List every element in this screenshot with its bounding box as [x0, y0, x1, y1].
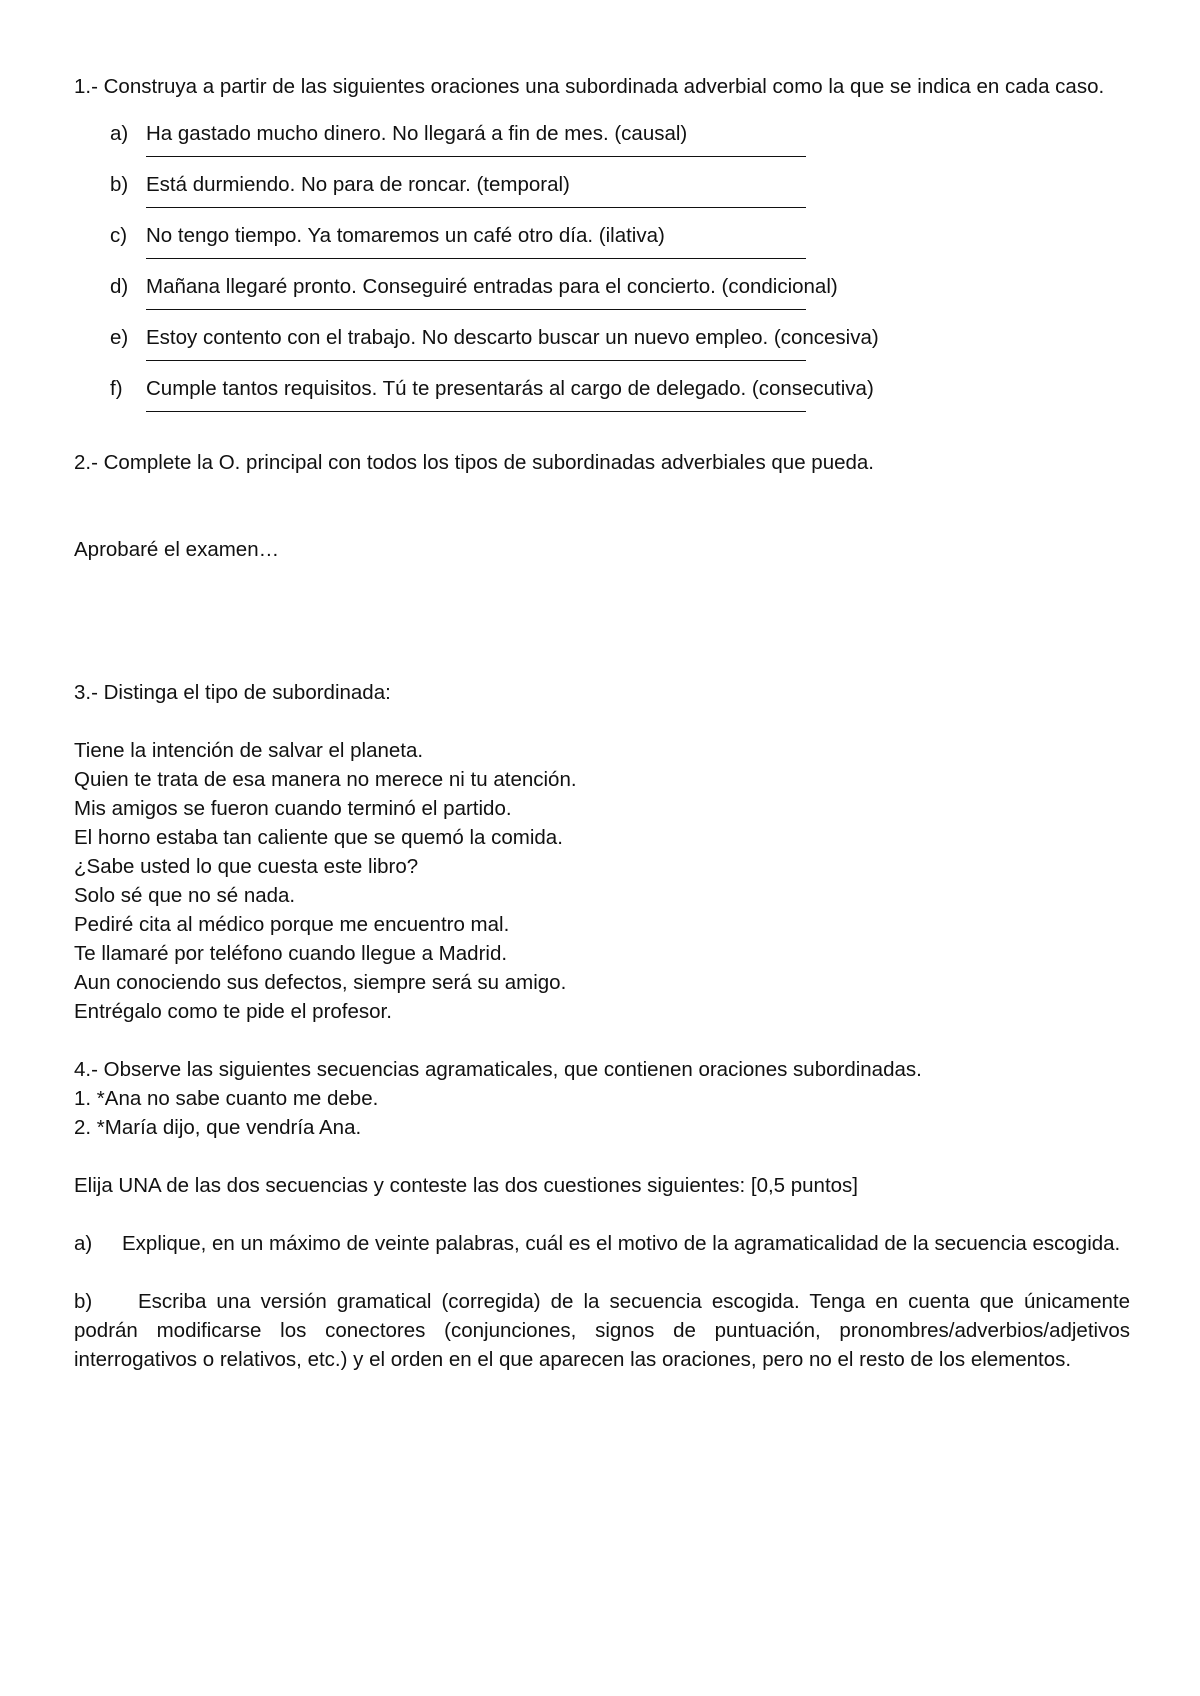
question-1-item-a: [74, 119, 1130, 157]
item-sentence: Ha gastado mucho dinero. No llegará a fin de mes. (causal): [146, 122, 688, 145]
answer-line: [146, 411, 806, 412]
question-4-title: 4.- Observe las siguientes secuencias agramaticales, que contienen oraciones subordinadas.: [74, 1058, 922, 1081]
item-sentence: Mañana llegaré pronto. Conseguiré entradas para el concierto. (condicional): [146, 275, 838, 298]
item-sentence: Está durmiendo. No para de roncar. (temporal): [146, 173, 570, 196]
question-2-prompt: Aprobaré el examen…: [74, 538, 280, 561]
question-1-item-b: [74, 170, 1130, 208]
sentence: Tiene la intención de salvar el planeta.: [74, 739, 424, 762]
question-1-title: 1.- Construya a partir de las siguientes oraciones una subordinada adverbial como la que se indica en cada caso.: [74, 75, 1105, 98]
sequence-1: 1. *Ana no sabe cuanto me debe.: [74, 1087, 379, 1110]
worksheet-page: [74, 72, 1130, 1374]
item-letter: e): [110, 326, 129, 349]
sentence: ¿Sabe usted lo que cuesta este libro?: [74, 855, 419, 878]
item-sentence: Estoy contento con el trabajo. No descarto buscar un nuevo empleo. (concesiva): [146, 326, 879, 349]
part-a-text: Explique, en un máximo de veinte palabras, cuál es el motivo de la agramaticalidad de la secuencia escogida.: [122, 1232, 1121, 1255]
answer-line: [146, 309, 806, 310]
sentence: Te llamaré por teléfono cuando llegue a Madrid.: [74, 942, 508, 965]
question-4-instruction: Elija UNA de las dos secuencias y conteste las dos cuestiones siguientes: [0,5 puntos]: [74, 1174, 859, 1197]
part-b-text: Escriba una versión gramatical (corregida) de la secuencia escogida. Tenga en cuenta que únicamente podrán modificarse los conectores (conjunciones, signos de puntuación, pronombres/adverbios/adjetivos interrogativos o relativos, etc.) y el orden en el que aparecen las oraciones, pero no el resto de los elementos.: [74, 1290, 1130, 1371]
sentence: Entrégalo como te pide el profesor.: [74, 1000, 392, 1023]
question-1-item-f: [74, 374, 1130, 412]
item-letter: f): [110, 377, 123, 400]
sentence: Mis amigos se fueron cuando terminó el partido.: [74, 797, 512, 820]
question-1-item-e: [74, 323, 1130, 361]
sentence: Aun conociendo sus defectos, siempre será su amigo.: [74, 971, 567, 994]
question-2-title: 2.- Complete la O. principal con todos los tipos de subordinadas adverbiales que pueda.: [74, 451, 874, 474]
question-1-item-d: [74, 272, 1130, 310]
item-letter: b): [110, 173, 129, 196]
item-letter: c): [110, 224, 128, 247]
sentence: Quien te trata de esa manera no merece ni tu atención.: [74, 768, 577, 791]
item-sentence: Cumple tantos requisitos. Tú te presentarás al cargo de delegado. (consecutiva): [146, 377, 874, 400]
item-letter: d): [110, 275, 129, 298]
question-3-sentences: [74, 736, 1130, 1026]
question-1-items: [74, 119, 1130, 412]
question-1-item-c: [74, 221, 1130, 259]
answer-line: [146, 156, 806, 157]
item-letter: a): [110, 122, 129, 145]
answer-line: [146, 360, 806, 361]
sentence: Solo sé que no sé nada.: [74, 884, 296, 907]
sentence: Pediré cita al médico porque me encuentro mal.: [74, 913, 510, 936]
question-4-part-a: [74, 1229, 1130, 1258]
sentence: El horno estaba tan caliente que se quemó la comida.: [74, 826, 563, 849]
answer-line: [146, 258, 806, 259]
part-b-label: b): [74, 1290, 93, 1313]
item-sentence: No tengo tiempo. Ya tomaremos un café otro día. (ilativa): [146, 224, 665, 247]
part-a-label: a): [74, 1232, 93, 1255]
sequence-2: 2. *María dijo, que vendría Ana.: [74, 1116, 362, 1139]
question-4-part-b: [74, 1287, 1130, 1374]
answer-line: [146, 207, 806, 208]
question-3-title: 3.- Distinga el tipo de subordinada:: [74, 681, 391, 704]
